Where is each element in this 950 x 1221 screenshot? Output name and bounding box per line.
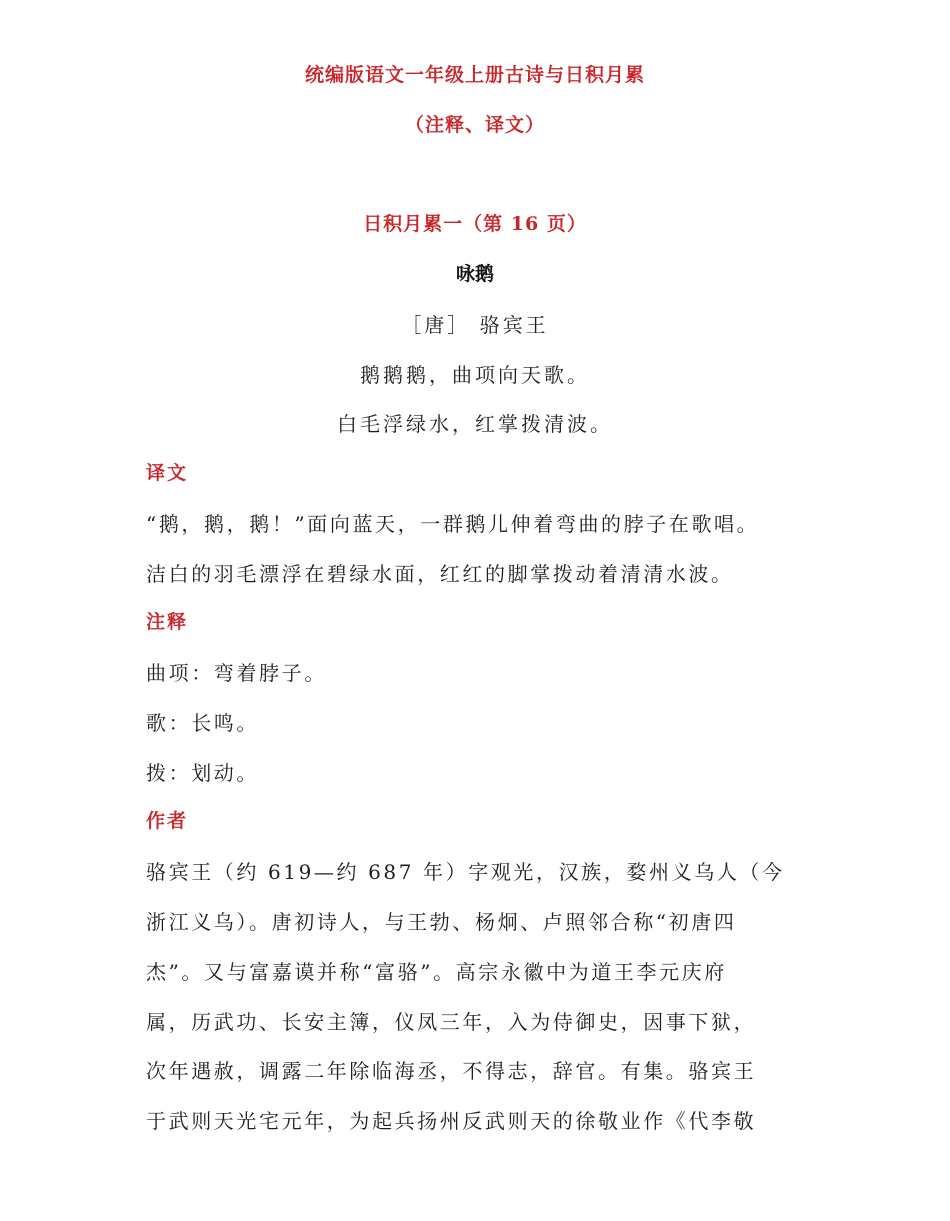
author-bio-line: 属，历武功、长安主簿，仪凤三年，入为侍御史，因事下狱，: [146, 1010, 757, 1034]
note-item: 拨：划动。: [146, 761, 259, 785]
note-item: 曲项：弯着脖子。: [146, 661, 327, 685]
author-bio-line: 次年遇赦，调露二年除临海丞，不得志，辞官。有集。骆宾王: [146, 1059, 757, 1083]
section-title: 日积月累一（第 16 页）: [363, 213, 587, 235]
translation-line: “鹅，鹅，鹅！”面向蓝天，一群鹅儿伸着弯曲的脖子在歌唱。: [146, 512, 760, 536]
notes-heading: 注释: [146, 611, 189, 633]
poem-line: 鹅鹅鹅，曲项向天歌。: [360, 363, 590, 387]
author-bio-line: 于武则天光宅元年，为起兵扬州反武则天的徐敬业作《代李敬: [146, 1109, 757, 1133]
author-bio-line: 浙江义乌）。唐初诗人，与王勃、杨炯、卢照邻合称“初唐四: [146, 910, 737, 934]
author-bio-line: 骆宾王（约 619—约 687 年）字观光，汉族，婺州义乌人（今: [146, 860, 785, 884]
poem-author: ［唐］ 骆宾王: [401, 313, 549, 337]
note-item: 歌：长鸣。: [146, 711, 259, 735]
document-title: 统编版语文一年级上册古诗与日积月累: [304, 64, 645, 86]
translation-line: 洁白的羽毛漂浮在碧绿水面，红红的脚掌拨动着清清水波。: [146, 562, 734, 586]
document-subtitle: （注释、译文）: [404, 114, 545, 136]
poem-title: 咏鹅: [455, 263, 494, 285]
poem-line: 白毛浮绿水，红掌拨清波。: [337, 412, 613, 436]
author-heading: 作者: [146, 810, 189, 832]
translation-heading: 译文: [146, 462, 189, 484]
author-bio-line: 杰”。又与富嘉谟并称“富骆”。高宗永徽中为道王李元庆府: [146, 960, 727, 984]
